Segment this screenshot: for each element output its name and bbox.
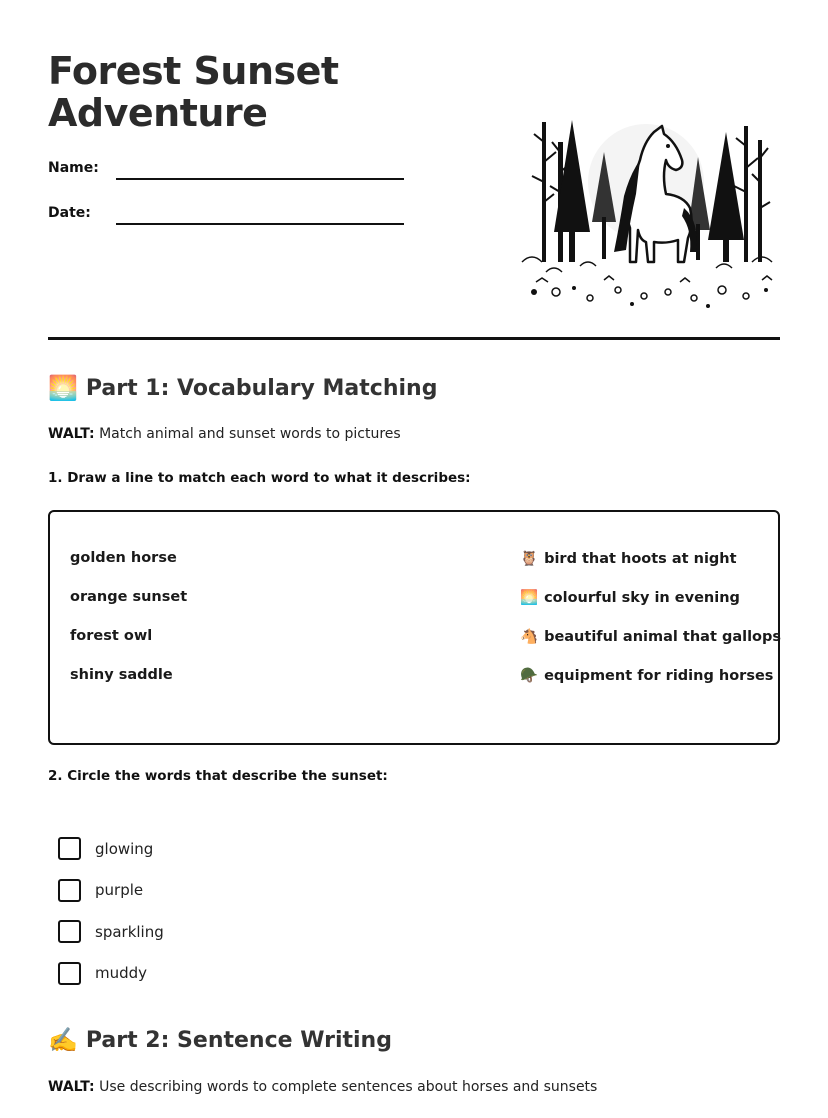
title-line-2: Adventure	[48, 91, 268, 135]
definition-text: beautiful animal that gallops	[544, 629, 782, 645]
sunset-word-options	[58, 828, 164, 994]
match-definition[interactable]	[520, 667, 781, 706]
walt-text: Use describing words to complete sentences about horses and sunsets	[99, 1079, 598, 1095]
option-row[interactable]	[58, 911, 164, 953]
match-word[interactable]: shiny saddle	[70, 667, 173, 683]
date-field[interactable]	[48, 205, 404, 221]
part2-heading	[48, 1026, 392, 1054]
match-definition[interactable]	[520, 589, 781, 628]
divider	[48, 337, 780, 340]
part2-title: Part 2: Sentence Writing	[85, 1027, 392, 1053]
writing-hand-icon: ✍️	[48, 1026, 78, 1054]
helmet-icon: 🪖	[520, 668, 539, 684]
option-label: glowing	[95, 839, 154, 858]
part1-title: Part 1: Vocabulary Matching	[85, 375, 438, 401]
owl-icon: 🦉	[520, 551, 539, 567]
option-checkbox[interactable]	[58, 879, 81, 902]
match-definition[interactable]	[520, 628, 781, 667]
option-label: muddy	[95, 964, 148, 983]
definition-text: equipment for riding horses	[544, 668, 774, 684]
sunset-icon: 🌅	[48, 374, 78, 402]
walt-label: WALT:	[48, 1079, 95, 1095]
part1-heading	[48, 374, 437, 402]
part1-walt	[48, 426, 401, 442]
option-checkbox[interactable]	[58, 920, 81, 943]
date-line[interactable]	[116, 207, 404, 225]
name-line[interactable]	[116, 162, 404, 180]
walt-text: Match animal and sunset words to pictures	[99, 426, 401, 442]
worksheet-page	[48, 0, 780, 1118]
option-row[interactable]	[58, 953, 164, 995]
worksheet-title	[48, 50, 339, 134]
option-label: sparkling	[95, 922, 164, 941]
match-word[interactable]: golden horse	[70, 550, 177, 566]
definition-column	[520, 550, 781, 706]
question-2: 2. Circle the words that describe the sunset:	[48, 768, 388, 784]
option-label: purple	[95, 881, 144, 900]
title-line-1: Forest Sunset	[48, 49, 339, 93]
word-column	[70, 550, 187, 706]
horse-forest-illustration	[516, 112, 776, 312]
name-field[interactable]	[48, 160, 404, 176]
match-word[interactable]: forest owl	[70, 628, 153, 644]
matching-box	[48, 510, 780, 745]
match-word[interactable]: orange sunset	[70, 589, 188, 605]
date-label: Date:	[48, 205, 91, 221]
definition-text: colourful sky in evening	[544, 590, 740, 606]
sunset-icon: 🌅	[520, 590, 539, 606]
option-checkbox[interactable]	[58, 837, 81, 860]
question-1: 1. Draw a line to match each word to what it describes:	[48, 470, 471, 486]
option-row[interactable]	[58, 828, 164, 870]
option-row[interactable]	[58, 870, 164, 912]
option-checkbox[interactable]	[58, 962, 81, 985]
walt-label: WALT:	[48, 426, 95, 442]
part2-walt	[48, 1079, 597, 1095]
horse-icon: 🐴	[520, 629, 539, 645]
definition-text: bird that hoots at night	[544, 551, 737, 567]
match-definition[interactable]	[520, 550, 781, 589]
name-label: Name:	[48, 160, 99, 176]
